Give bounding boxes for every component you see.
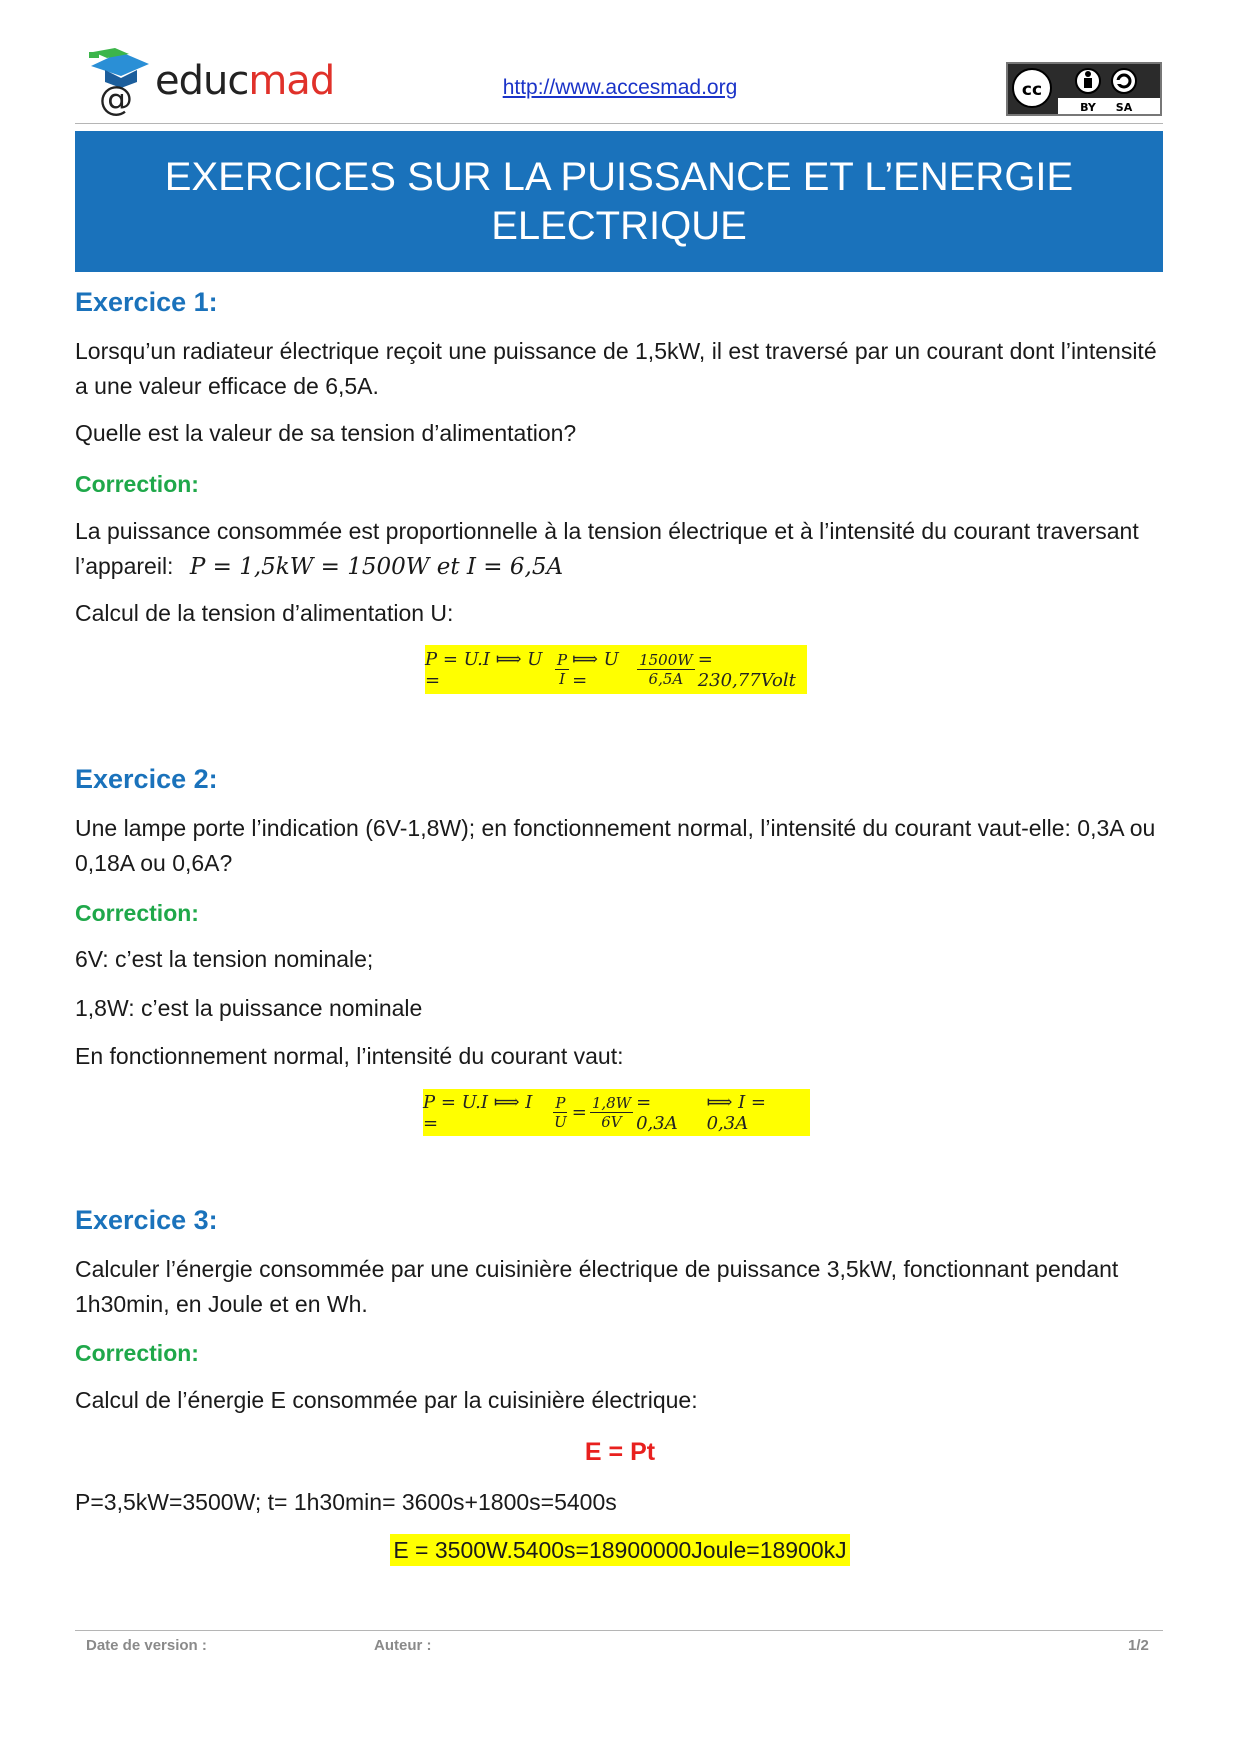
energy-formula: E = Pt — [584, 1438, 656, 1466]
exercise-1-formula: P = U.I ⟾ U = $\frac{P}{I}$ ⟾ U = $\frac{1500W}{6,5A}$ = 230,77Volt — [425, 645, 807, 694]
cc-icon — [1013, 69, 1051, 107]
exercise-1-calc-label: Calcul de la tension d’alimentation U: — [75, 600, 454, 626]
footer-author-label: Auteur : — [374, 1637, 432, 1654]
svg-text:cc: cc — [1021, 80, 1043, 100]
exercise-2-correction-label: Correction: — [75, 900, 199, 926]
exercise-1-heading: Exercice 1: — [75, 287, 218, 317]
page-title — [75, 131, 1163, 272]
attribution-icon — [1076, 69, 1100, 93]
exercise-2-heading: Exercice 2: — [75, 764, 218, 794]
footer-divider — [75, 1630, 1163, 1631]
header-divider — [75, 123, 1163, 124]
license-sa: SA — [1115, 101, 1133, 114]
exercise-2-statement: Une lampe porte l’indication (6V-1,8W); en fonctionnement normal, l’intensité du courant vaut-elle: 0,3A ou 0,18A ou 0,6A? — [75, 815, 1156, 876]
exercise-3-result-row — [0, 1537, 1240, 1564]
footer-date-label: Date de version : — [86, 1637, 207, 1654]
footer-page-number: 1/2 — [1128, 1637, 1149, 1654]
share-alike-icon — [1112, 69, 1136, 93]
logo-wordmark: educmad — [155, 58, 335, 104]
exercise-1-question: Quelle est la valeur de sa tension d’alimentation? — [75, 420, 577, 446]
exercise-3-correction-label: Correction: — [75, 1340, 199, 1366]
exercise-3-statement: Calculer l’énergie consommée par une cuisinière électrique de puissance 3,5kW, fonctionnant pendant 1h30min, en Joule et en Wh. — [75, 1256, 1119, 1317]
exercise-1-correction-label: Correction: — [75, 471, 199, 497]
exercise-2-correction-line-3: En fonctionnement normal, l’intensité du courant vaut: — [75, 1043, 624, 1069]
exercise-3-result: E = 3500W.5400s=18900000Joule=18900kJ — [390, 1534, 849, 1566]
license-by: BY — [1080, 101, 1096, 114]
exercise-3-heading: Exercice 3: — [75, 1205, 218, 1235]
exercise-1-inline-math: P = 1,5kW = 1500W et I = 6,5A — [189, 554, 564, 580]
title-line-1: EXERCICES SUR LA PUISSANCE ET L’ENERGIE — [164, 154, 1074, 199]
svg-text:@: @ — [99, 79, 133, 118]
accesmad-link[interactable]: http://www.accesmad.org — [502, 76, 738, 99]
exercise-3-correction-text: Calcul de l’énergie E consommée par la cuisinière électrique: — [75, 1387, 698, 1413]
exercise-3-values: P=3,5kW=3500W; t= 1h30min= 3600s+1800s=5400s — [75, 1489, 617, 1515]
exercise-1-correction-text: La puissance consommée est proportionnelle à la tension électrique et à l’intensité du courant traversant l’appareil: P = 1,5kW = 1500W et I = 6,5A — [75, 518, 1139, 580]
exercise-2-correction-line-1: 6V: c’est la tension nominale; — [75, 946, 374, 972]
exercise-2-formula: P = U.I ⟾ I = $\frac{P}{U}$ = $\frac{1,8W}{6V}$ = 0,3A ⟾ I = 0,3A — [423, 1089, 810, 1136]
title-line-2: ELECTRIQUE — [491, 203, 747, 248]
exercise-1-statement: Lorsqu’un radiateur électrique reçoit une puissance de 1,5kW, il est traversé par un courant dont l’intensité a une valeur efficace de 6,5A. — [75, 338, 1157, 399]
cc-by-sa-badge — [1006, 62, 1162, 116]
exercise-2-correction-line-2: 1,8W: c’est la puissance nominale — [75, 995, 423, 1021]
